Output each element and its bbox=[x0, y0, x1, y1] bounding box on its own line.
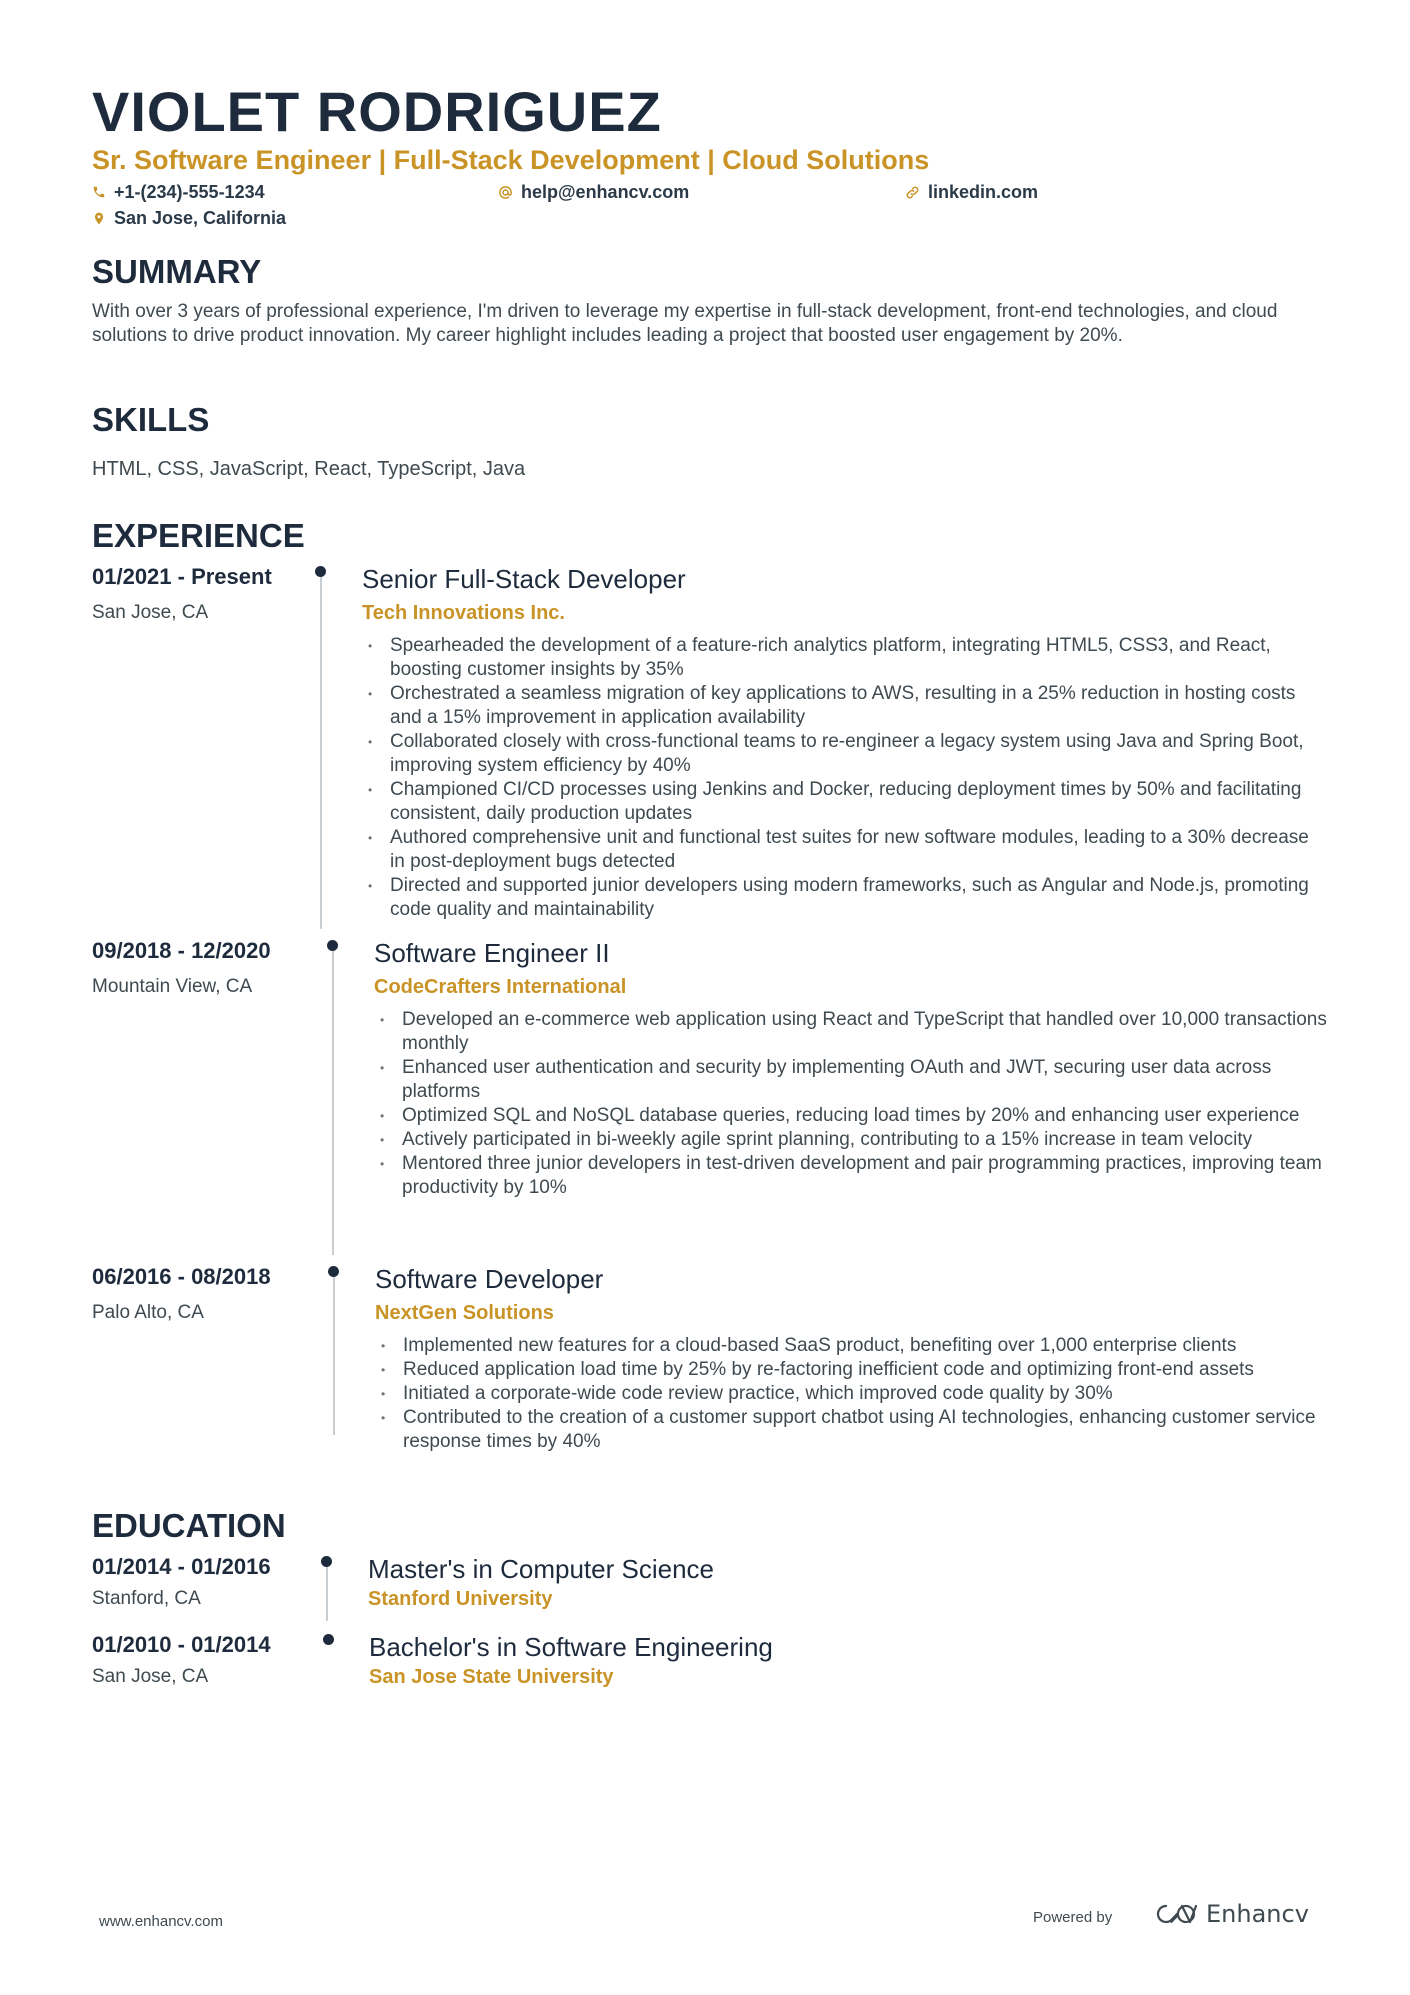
experience-location: Mountain View, CA bbox=[92, 976, 253, 997]
location-text: San Jose, California bbox=[114, 208, 287, 228]
bullet-item: • Contributed to the creation of a customer support chatbot using AI technologies, enhancing customer service response times by 40% bbox=[375, 1406, 1327, 1454]
experience-title: EXPERIENCE bbox=[92, 517, 305, 554]
experience-company: Tech Innovations Inc. bbox=[362, 602, 565, 624]
timeline-dot bbox=[323, 1634, 334, 1645]
experience-entry bbox=[92, 1263, 1332, 1452]
location-pin-icon bbox=[92, 211, 106, 226]
footer-website[interactable]: www.enhancv.com bbox=[99, 1913, 223, 1930]
bullet-item: • Spearheaded the development of a feature-rich analytics platform, integrating HTML5, CSS3, and React, boosting customer insights by 35% bbox=[362, 634, 1327, 682]
education-date: 01/2014 - 01/2016 bbox=[92, 1554, 271, 1579]
experience-date: 06/2016 - 08/2018 bbox=[92, 1264, 271, 1289]
experience-entry bbox=[92, 937, 1332, 1255]
education-school: San Jose State University bbox=[369, 1666, 614, 1688]
timeline-dot bbox=[321, 1556, 332, 1567]
timeline-dot bbox=[315, 566, 326, 577]
email-text[interactable]: help@enhancv.com bbox=[521, 182, 690, 202]
education-entry bbox=[92, 1553, 1332, 1623]
education-date: 01/2010 - 01/2014 bbox=[92, 1632, 271, 1657]
summary-text: With over 3 years of professional experience, I'm driven to leverage my expertise in full-stack development, front-end technologies, and cloud solutions to drive product innovation. My career highlight includes leading a project that boosted user engagement by 20%. bbox=[92, 301, 1278, 346]
bullet-item: • Mentored three junior developers in test-driven development and pair programming practices, improving team productivity by 10% bbox=[374, 1152, 1327, 1200]
education-title: EDUCATION bbox=[92, 1507, 286, 1544]
experience-company: CodeCrafters International bbox=[374, 976, 627, 998]
education-degree: Master's in Computer Science bbox=[368, 1554, 714, 1584]
contact-email bbox=[498, 181, 689, 203]
enhancv-logo[interactable] bbox=[1152, 1900, 1309, 1928]
contact-phone bbox=[92, 181, 265, 203]
phone-text[interactable]: +1-(234)-555-1234 bbox=[114, 182, 265, 202]
bullet-item: • Collaborated closely with cross-functional teams to re-engineer a legacy system using Java and Spring Boot, improving system efficiency by 40% bbox=[362, 730, 1327, 778]
bullet-item: • Actively participated in bi-weekly agile sprint planning, contributing to a 15% increase in team velocity bbox=[374, 1128, 1327, 1152]
experience-location: Palo Alto, CA bbox=[92, 1302, 204, 1323]
education-location: San Jose, CA bbox=[92, 1666, 209, 1687]
headline: Sr. Software Engineer | Full-Stack Development | Cloud Solutions bbox=[92, 145, 930, 175]
bullet-item: • Developed an e-commerce web application using React and TypeScript that handled over 10,000 transactions monthly bbox=[374, 1008, 1327, 1056]
timeline-dot bbox=[328, 1266, 339, 1277]
bullet-item: • Orchestrated a seamless migration of key applications to AWS, resulting in a 25% reduction in hosting costs and a 15% improvement in application availability bbox=[362, 682, 1327, 730]
education-entry bbox=[92, 1631, 1332, 1701]
candidate-name: VIOLET RODRIGUEZ bbox=[92, 80, 662, 143]
bullet-item: • Championed CI/CD processes using Jenkins and Docker, reducing deployment times by 50% and facilitating consistent, daily production updates bbox=[362, 778, 1327, 826]
bullet-item: • Directed and supported junior developers using modern frameworks, such as Angular and Node.js, promoting code quality and maintainability bbox=[362, 874, 1327, 922]
bullet-item: • Enhanced user authentication and security by implementing OAuth and JWT, securing user data across platforms bbox=[374, 1056, 1327, 1104]
experience-entry bbox=[92, 563, 1332, 927]
skills-text: HTML, CSS, JavaScript, React, TypeScript, Java bbox=[92, 458, 526, 480]
skills-title: SKILLS bbox=[92, 401, 210, 438]
experience-role: Software Developer bbox=[375, 1264, 604, 1294]
linkedin-text[interactable]: linkedin.com bbox=[928, 182, 1039, 202]
experience-company: NextGen Solutions bbox=[375, 1302, 554, 1324]
experience-date: 09/2018 - 12/2020 bbox=[92, 938, 271, 963]
enhancv-logo-icon bbox=[1152, 1902, 1198, 1926]
experience-location: San Jose, CA bbox=[92, 602, 209, 623]
at-icon bbox=[498, 185, 513, 200]
timeline-line bbox=[320, 569, 322, 929]
timeline-line bbox=[333, 1269, 335, 1435]
bullet-item: • Reduced application load time by 25% by re-factoring inefficient code and optimizing front-end assets bbox=[375, 1358, 1327, 1382]
phone-icon bbox=[92, 185, 106, 199]
experience-bullets bbox=[375, 1334, 1327, 1454]
education-location: Stanford, CA bbox=[92, 1588, 201, 1609]
experience-date: 01/2021 - Present bbox=[92, 564, 272, 589]
timeline-dot bbox=[327, 940, 338, 951]
bullet-item: • Optimized SQL and NoSQL database queries, reducing load times by 20% and enhancing user experience bbox=[374, 1104, 1327, 1128]
link-icon bbox=[905, 185, 920, 200]
timeline-line bbox=[326, 1559, 328, 1621]
experience-role: Software Engineer II bbox=[374, 938, 610, 968]
education-degree: Bachelor's in Software Engineering bbox=[369, 1632, 773, 1662]
timeline-line bbox=[332, 943, 334, 1255]
footer-powered-by: Powered by bbox=[1033, 1909, 1113, 1926]
bullet-item: • Initiated a corporate-wide code review practice, which improved code quality by 30% bbox=[375, 1382, 1327, 1406]
contact-linkedin bbox=[905, 181, 1038, 203]
contact-location bbox=[92, 207, 286, 229]
experience-bullets bbox=[374, 1008, 1327, 1200]
summary-title: SUMMARY bbox=[92, 253, 262, 290]
bullet-item: • Implemented new features for a cloud-based SaaS product, benefiting over 1,000 enterprise clients bbox=[375, 1334, 1327, 1358]
bullet-item: • Authored comprehensive unit and functional test suites for new software modules, leading to a 30% decrease in post-deployment bugs detected bbox=[362, 826, 1327, 874]
experience-bullets bbox=[362, 634, 1327, 922]
experience-role: Senior Full-Stack Developer bbox=[362, 564, 686, 594]
enhancv-logo-text: Enhancv bbox=[1206, 1900, 1309, 1928]
education-school: Stanford University bbox=[368, 1588, 553, 1610]
